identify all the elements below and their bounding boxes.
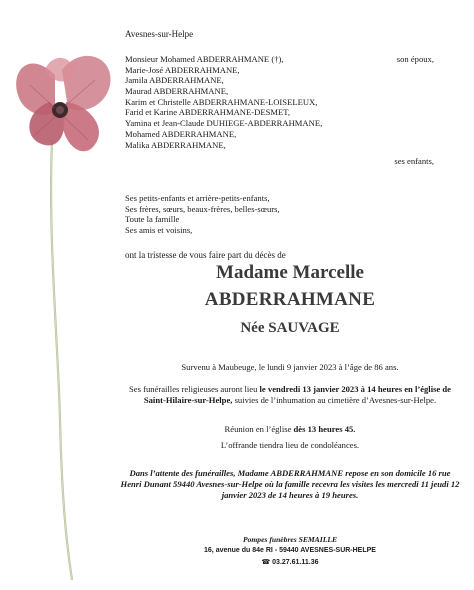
- family-member: Jamila ABDERRAHMANE,: [125, 75, 224, 86]
- relatives-line: Ses amis et voisins,: [125, 225, 193, 236]
- funeral-home-phone: ☎ 03.27.61.11.36: [261, 559, 319, 566]
- visitation-notice: Dans l’attente des funérailles, Madame ABDERRAHMANE repose en son domicile 16 rue Henri Dunant 59440 Avesnes-sur-Helpe où la famille recevra les visites les mercredi 11 jeudi 12 janvier 2023 de 14 heures à 19 heures.: [120, 468, 460, 500]
- family-member: Yamina et Jean-Claude DUHIEGE-ABDERRAHMANE,: [125, 118, 323, 129]
- deceased-name-first: Madame Marcelle: [216, 262, 364, 283]
- family-member: Maurad ABDERRAHMANE,: [125, 86, 229, 97]
- offering-note: L’offrande tiendra lieu de condoléances.: [220, 440, 360, 450]
- place-of-publication: Avesnes-sur-Helpe: [125, 29, 194, 39]
- meeting-time: dès 13 heures 45.: [293, 424, 356, 434]
- funeral-home-name: Pompes funèbres SEMAILLE: [242, 535, 338, 544]
- announcement-intro: ont la tristesse de vous faire part du décès de: [125, 250, 286, 260]
- funeral-details: [120, 384, 460, 406]
- relatives-line: Ses petits-enfants et arrière-petits-enfants,: [125, 193, 270, 203]
- poppy-flower-illustration: [0, 40, 130, 585]
- funeral-home-address: 16, avenue du 84e RI - 59440 AVESNES-SUR-HELPE: [204, 547, 376, 554]
- burial-text: suivies de l’inhumation au cimetière d’Avesnes-sur-Helpe.: [232, 395, 437, 405]
- death-notice: Survenu à Maubeuge, le lundi 9 janvier 2023 à l’âge de 86 ans.: [181, 362, 399, 372]
- family-member: Karim et Christelle ABDERRAHMANE-LOISELEUX,: [125, 96, 318, 107]
- family-member: Malika ABDERRAHMANE,: [125, 139, 226, 150]
- family-list: [125, 54, 322, 150]
- church-meeting: [120, 424, 460, 435]
- meeting-text: Réunion en l’église: [224, 424, 294, 434]
- family-member: Marie-José ABDERRAHMANE,: [125, 64, 240, 75]
- role-children: ses enfants,: [394, 156, 434, 166]
- relatives-line: Ses frères, sœurs, beaux-frères, belles-sœurs,: [125, 203, 280, 214]
- deceased-name-last: ABDERRAHMANE: [204, 289, 376, 310]
- relatives-line: Toute la famille: [125, 214, 180, 225]
- family-member: Mohamed ABDERRAHMANE,: [125, 128, 237, 139]
- role-spouse: son époux,: [396, 54, 434, 64]
- family-member: Farid et Karine ABDERRAHMANE-DESMET,: [125, 107, 291, 118]
- funeral-text: Ses funérailles religieuses auront lieu: [129, 384, 260, 394]
- other-relatives: [125, 193, 280, 236]
- funeral-date-place: le vendredi 13 janvier 2023 à 14 heures en l’église de Saint-Hilaire-sur-Helpe,: [143, 384, 451, 405]
- deceased-maiden-name: Née SAUVAGE: [240, 320, 340, 336]
- family-member: Monsieur Mohamed ABDERRAHMANE (†),: [125, 54, 284, 64]
